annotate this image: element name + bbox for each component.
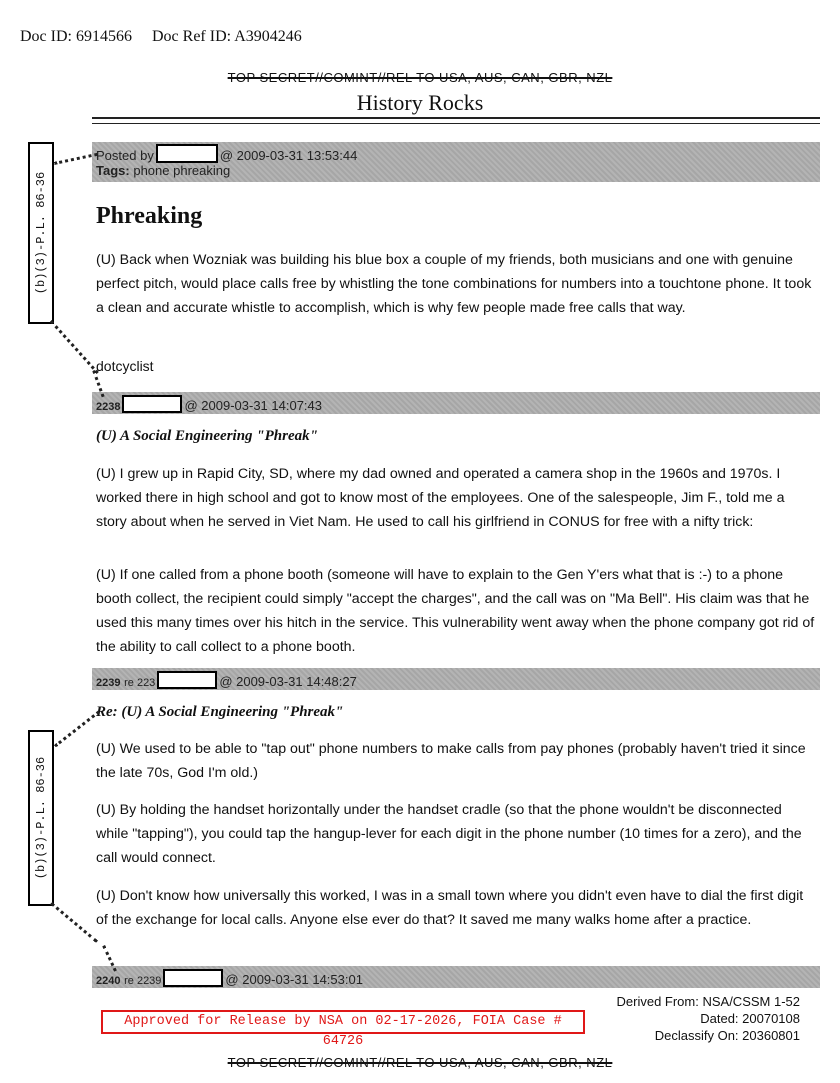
redacted-author xyxy=(163,969,223,987)
comment-timestamp: @ 2009-03-31 14:53:01 xyxy=(225,972,363,987)
classification-banner-bottom: TOP SECRET//COMINT//REL TO USA, AUS, CAN, GBR, NZL xyxy=(227,1055,613,1070)
comment-paragraph: (U) We used to be able to "tap out" phone numbers to make calls from pay phones (probably haven't tried it since the late 70s, God I'm old.) xyxy=(96,741,806,781)
post-tags-line xyxy=(96,163,230,178)
page-title: History Rocks xyxy=(356,90,484,115)
tags-label: Tags: xyxy=(96,163,130,178)
posted-by-label: Posted by xyxy=(96,148,154,163)
derived-from: Derived From: NSA/CSSM 1-52 xyxy=(616,994,800,1009)
declassify-on: Declassify On: 20360801 xyxy=(654,1028,800,1043)
classification-banner-top: TOP SECRET//COMINT//REL TO USA, AUS, CAN, GBR, NZL xyxy=(227,70,613,85)
comment-paragraph: (U) If one called from a phone booth (someone will have to explain to the Gen Y'ers what that is :-) to a phone booth collect, the recipient could simply "accept the charges", and the call was on "Ma Bell". His claim was that he used this many times over his hitch in the service. This vulnerability went away when the phone company got rid of the ability to call collect to a phone booth. xyxy=(96,567,815,655)
comment-timestamp: @ 2009-03-31 14:48:27 xyxy=(219,674,357,689)
comment-meta xyxy=(96,671,357,689)
exemption-connector xyxy=(50,902,98,943)
title-divider xyxy=(92,117,820,124)
exemption-connector xyxy=(50,320,99,374)
post-title: Phreaking xyxy=(96,203,203,229)
comment-id[interactable]: 2239 xyxy=(96,677,121,689)
declassification-block xyxy=(617,993,801,1044)
exemption-connector xyxy=(54,711,100,748)
post-timestamp: @ 2009-03-31 13:53:44 xyxy=(219,148,358,163)
comment-id[interactable]: 2238 xyxy=(96,401,121,413)
comment-reply-ref: re 223 xyxy=(124,677,156,689)
comment-paragraph: (U) By holding the handset horizontally under the handset cradle (so that the phone wouldn't be disconnected while "tapping"), you could tap the hangup-lever for each digit in the phone number (10 times for a zero), and the call would connect. xyxy=(96,802,802,866)
post-signature: dotcyclist xyxy=(96,358,154,374)
comment-meta xyxy=(96,395,322,413)
doc-id: Doc ID: 6914566 xyxy=(20,28,132,45)
comment-id[interactable]: 2240 xyxy=(96,975,121,987)
comment-timestamp: @ 2009-03-31 14:07:43 xyxy=(184,398,323,413)
comment-meta xyxy=(96,969,363,987)
exemption-label: (b)(3)-P.L. 86-36 xyxy=(34,756,48,880)
post-author-line xyxy=(96,144,357,163)
dated: Dated: 20070108 xyxy=(700,1011,800,1026)
exemption-label-box xyxy=(28,730,54,906)
doc-header xyxy=(20,28,318,46)
doc-ref-id: Doc Ref ID: A3904246 xyxy=(151,28,302,45)
release-stamp: Approved for Release by NSA on 02-17-2026, FOIA Case # 64726 xyxy=(101,1010,585,1034)
tags-link[interactable]: phone phreaking xyxy=(133,163,231,178)
redacted-author xyxy=(122,395,182,413)
comment-reply-ref: re 2239 xyxy=(124,975,162,987)
comment-paragraph: (U) I grew up in Rapid City, SD, where my dad owned and operated a camera shop in the 1960s and 1970s. I worked there in high school and got to know most of the employees. One of the salespeople, Jim F., told me a story about when he served in Viet Nam. He used to call his girlfriend in CONUS for free with a nifty trick: xyxy=(96,466,785,530)
redacted-author xyxy=(157,671,217,689)
post-body: (U) Back when Wozniak was building his blue box a couple of my friends, both musicians and one with genuine perfect pitch, would place calls free by whistling the tone combinations for numbers into a touchtone phone. It took a clean and accurate whistle to accomplish, which is why few people made free calls that way. xyxy=(96,252,812,316)
comment-paragraph: (U) Don't know how universally this worked, I was in a small town where you didn't even have to dial the first digit of the exchange for local calls. Anyone else ever do that? It saved me many walks home after a practice. xyxy=(96,888,804,928)
comment-title: (U) A Social Engineering "Phreak" xyxy=(96,428,318,444)
exemption-label-box xyxy=(28,142,54,324)
redacted-author xyxy=(156,144,218,163)
exemption-label: (b)(3)-P.L. 86-36 xyxy=(34,171,48,295)
comment-title: Re: (U) A Social Engineering "Phreak" xyxy=(96,704,344,720)
